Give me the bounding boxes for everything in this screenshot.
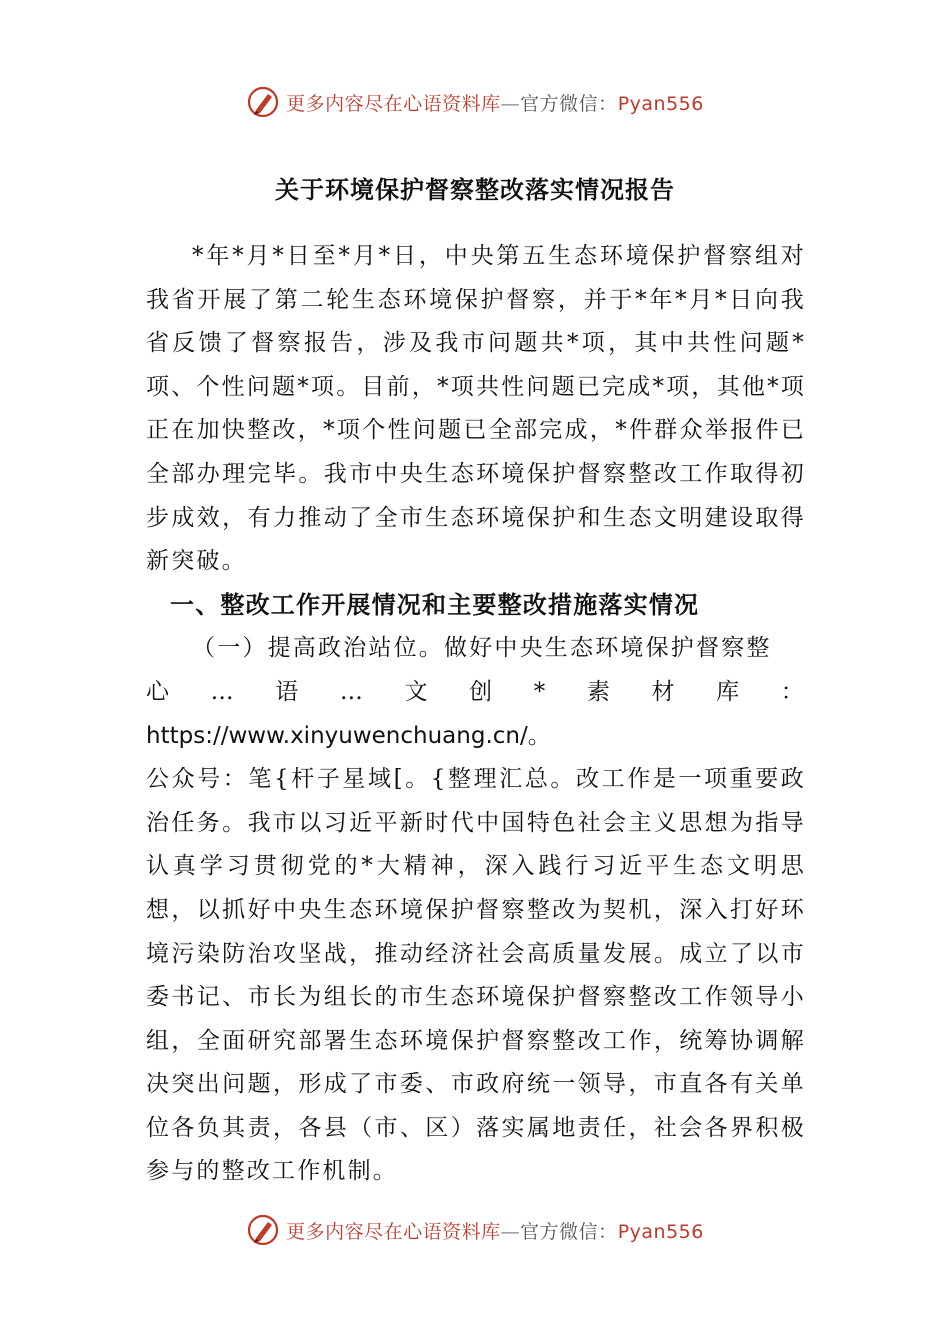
banner-separator: — — [500, 92, 521, 115]
banner-text — [286, 89, 704, 116]
banner-main-text: 更多内容尽在心语资料库 — [286, 1220, 501, 1243]
document-body — [146, 235, 806, 1194]
watermark-url[interactable]: https://www.xinyuwenchuang.cn/ — [146, 722, 528, 749]
header-banner — [0, 82, 950, 122]
banner-text — [286, 1217, 704, 1244]
banner-wechat-label: 官方微信： — [520, 1220, 618, 1243]
watermark-line — [146, 671, 806, 758]
section-heading-1: 一、整改工作开展情况和主要整改措施落实情况 — [170, 590, 700, 619]
document-title: 关于环境保护督察整改落实情况报告 — [275, 176, 675, 204]
watermark-prefix: 心…语…文创*素材库： — [146, 678, 806, 705]
pen-logo-icon — [246, 1213, 280, 1247]
pen-logo-icon — [246, 85, 280, 119]
paragraph-section1-start: （一）提高政治站位。做好中央生态环境保护督察整 — [192, 635, 772, 662]
banner-wechat-id: Pyan556 — [617, 92, 704, 115]
banner-wechat-label: 官方微信： — [520, 92, 618, 115]
banner-main-text: 更多内容尽在心语资料库 — [286, 92, 501, 115]
paragraph-section1-rest: 公众号：笔{杆子星域[。{整理汇总。改工作是一项重要政治任务。我市以习近平新时代中国特色社会主义思想为指导认真学习贯彻党的*大精神，深入践行习近平生态文明思想，以抓好中央生态环境保护督察整改为契机，深入打好环境污染防治攻坚战，推动经济社会高质量发展。成立了以市委书记、市长为组长的市生态环境保护督察整改工作领导小组，全面研究部署生态环境保护督察整改工作，统筹协调解决突出问题，形成了市委、市政府统一领导，市直各有关单位各负其责，各县（市、区）落实属地责任，社会各界积极参与的整改工作机制。 — [146, 766, 806, 1185]
footer-banner — [0, 1210, 950, 1250]
paragraph-intro: *年*月*日至*月*日，中央第五生态环境保护督察组对我省开展了第二轮生态环境保护督察，并于*年*月*日向我省反馈了督察报告，涉及我市问题共*项，其中共性问题*项、个性问题*项。目前，*项共性问题已完成*项，其他*项正在加快整改，*项个性问题已全部完成，*件群众举报件已全部办理完毕。我市中央生态环境保护督察整改工作取得初步成效，有力推动了全市生态环境保护和生态文明建设取得新突破。 — [146, 243, 806, 575]
watermark-suffix: 。 — [527, 722, 553, 749]
banner-separator: — — [500, 1220, 521, 1243]
banner-wechat-id: Pyan556 — [617, 1220, 704, 1243]
